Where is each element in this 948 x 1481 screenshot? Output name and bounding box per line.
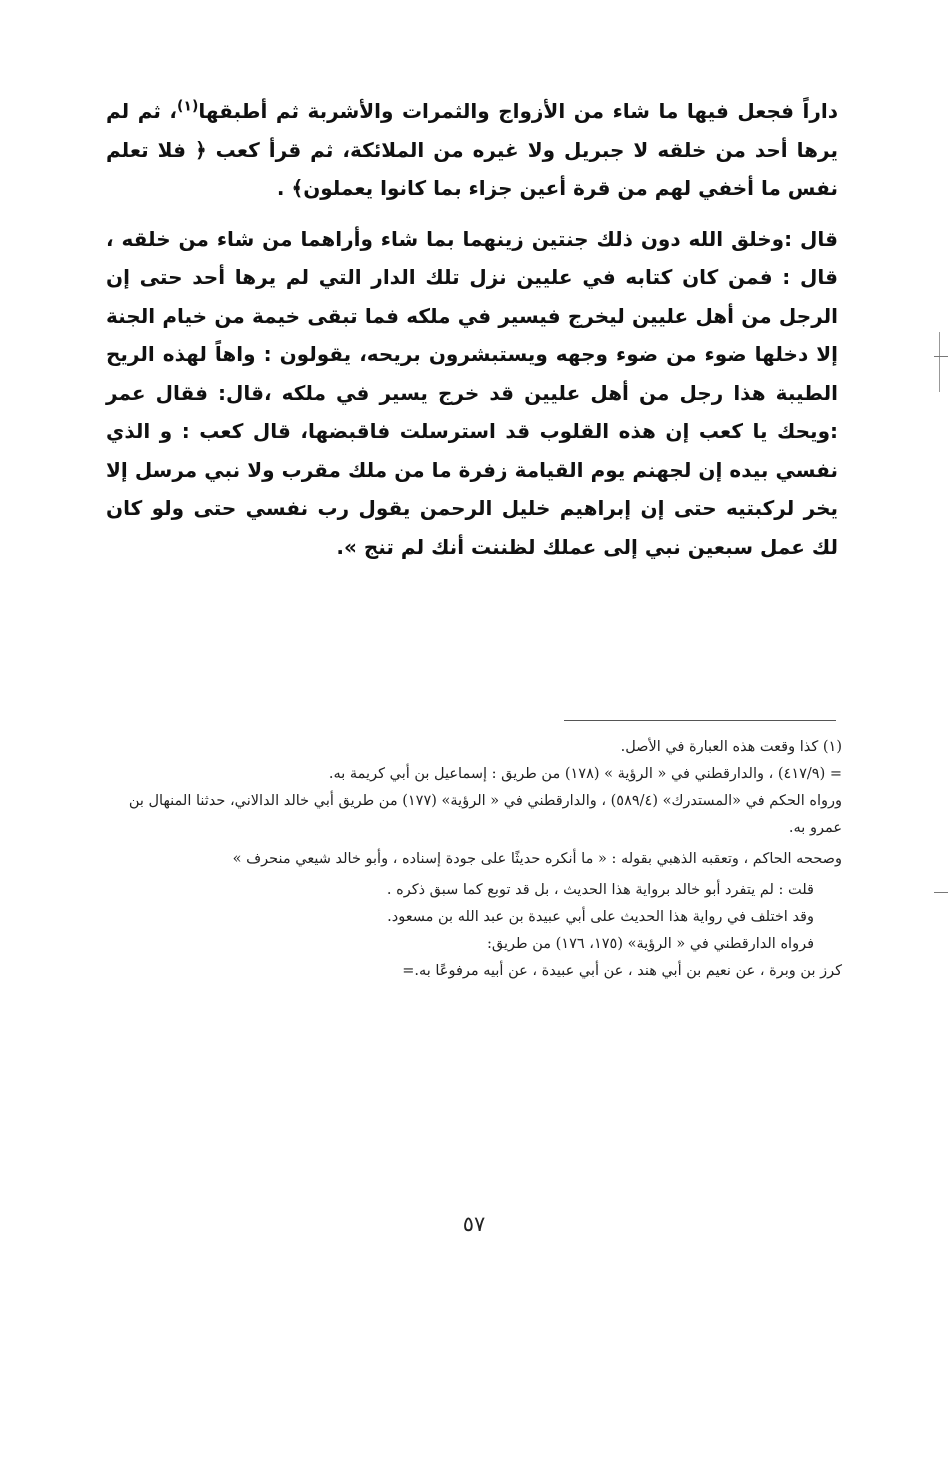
scan-margin-tick bbox=[934, 892, 948, 893]
footnote-continuation-line: كرز بن وبرة ، عن نعيم بن أبي هند ، عن أبي عبيدة ، عن أبيه مرفوعًا به.= bbox=[402, 963, 842, 979]
scan-margin-tick bbox=[934, 356, 948, 357]
footnote-continuation-line: ورواه الحكم في «المستدرك» (٥٨٩/٤) ، والدارقطني في « الرؤية» (١٧٧) من طريق أبي خالد الدالاني، حدثنا المنهال بن عمرو به. bbox=[128, 793, 842, 836]
paragraph-1-start: داراً فجعل فيها ما شاء من الأزواج والثمرات والأشربة ثم أطبقها bbox=[198, 99, 838, 123]
footnotes bbox=[104, 734, 842, 985]
scan-margin-line bbox=[939, 332, 940, 392]
footnote-continuation-line: وصححه الحاكم ، وتعقبه الذهبي بقوله : « ما أنكره حديثًا على جودة إسناده ، وأبو خالد شيعي منحرف » bbox=[232, 851, 842, 867]
footnote-continuation-line: قلت : لم يتفرد أبو خالد برواية هذا الحديث ، بل قد توبع كما سبق ذكره . bbox=[386, 882, 814, 898]
footnote-continuation-line: = (٤١٧/٩) ، والدارقطني في « الرؤية » (١٧٨) من طريق : إسماعيل بن أبي كريمة به. bbox=[328, 766, 842, 782]
page-number: ٥٧ bbox=[462, 1212, 486, 1236]
footnote-1: (١) كذا وقعت هذه العبارة في الأصل. bbox=[620, 739, 842, 755]
main-text bbox=[106, 92, 838, 566]
footnote-continuation-line: وقد اختلف في رواية هذا الحديث على أبي عبيدة بن عبد الله بن مسعود. bbox=[387, 909, 814, 925]
paragraph-1 bbox=[106, 92, 838, 208]
footnote-separator bbox=[564, 720, 836, 721]
paragraph-2: قال :وخلق الله دون ذلك جنتين زينهما بما شاء وأراهما من شاء من خلقه ، قال : فمن كان كتابه في عليين نزل تلك الدار التي لم يرها أحد حتى إن الرجل من أهل عليين ليخرج فيسير في ملكه فما تبقى خيمة من خيام الجنة إلا دخلها ضوء من ضوء وجهه ويستبشرون بريحه، يقولون : واهاً لهذه الريح الطيبة هذا رجل من أهل عليين قد خرج يسير في ملكه ،قال: فقال عمر :ويحك يا كعب إن هذه القلوب قد استرسلت فاقبضها، قال كعب : و الذي نفسي بيده إن لجهنم يوم القيامة زفرة ما من ملك مقرب ولا نبي مرسل إلا يخر لركبتيه حتى إن إبراهيم خليل الرحمن يقول رب نفسي حتى ولو كان لك عمل سبعين نبي إلى عملك لظننت أنك لم تنج ». bbox=[106, 226, 838, 559]
paragraph-1-end: ، ثم لم يرها أحد من خلقه لا جبريل ولا غيره من الملائكة، ثم قرأ كعب ﴿ فلا تعلم نفس ما أخفي لهم من قرة أعين جزاء بما كانوا يعملون﴾ . bbox=[106, 99, 838, 200]
footnote-reference-1: (١) bbox=[177, 98, 199, 115]
footnote-continuation-line: فرواه الدارقطني في « الرؤية» (١٧٥، ١٧٦) من طريق: bbox=[487, 936, 814, 952]
